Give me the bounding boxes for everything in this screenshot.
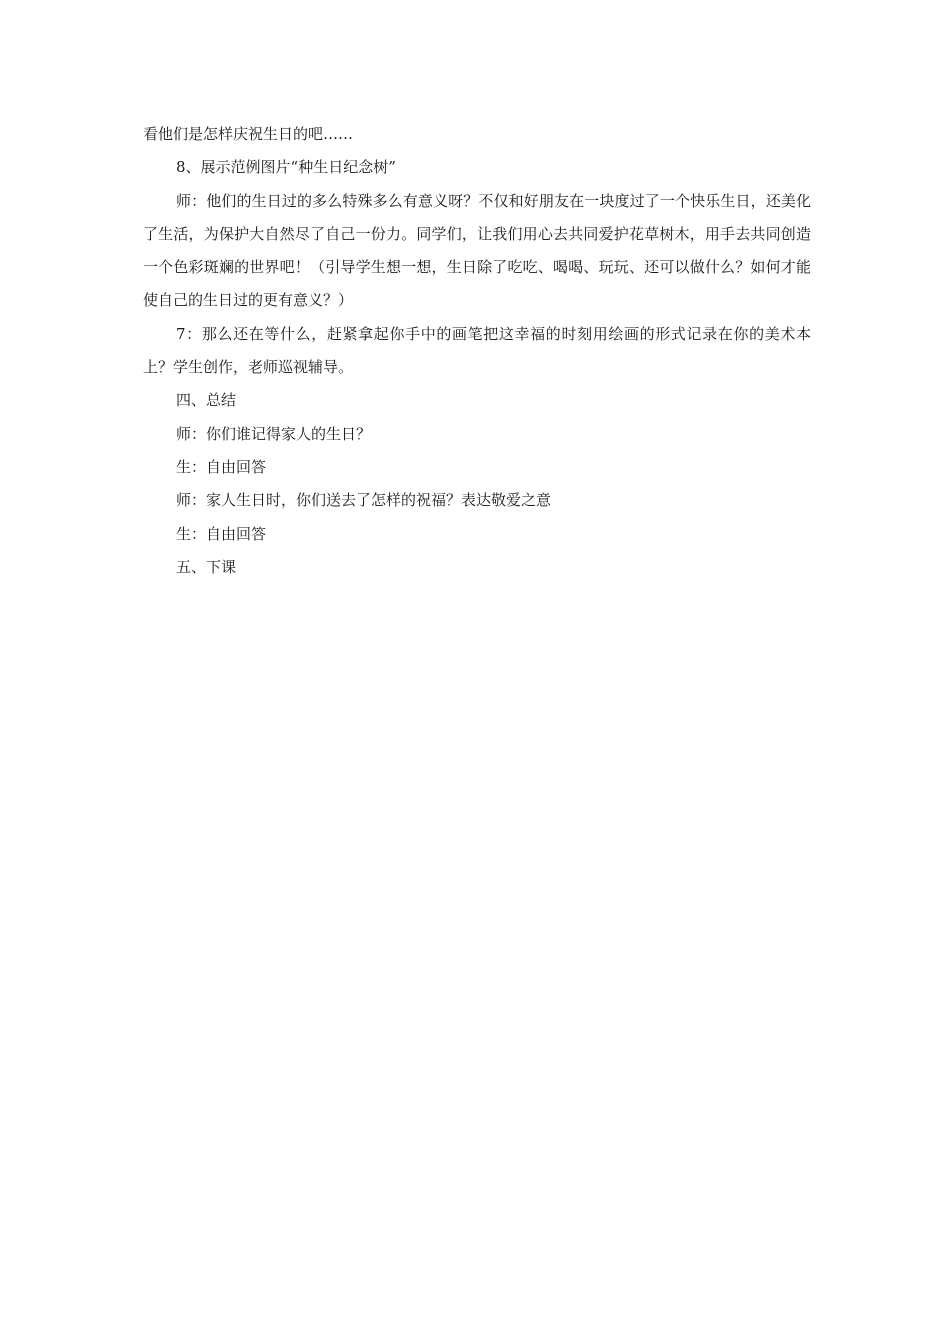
paragraph-continuation: 看他们是怎样庆祝生日的吧…… xyxy=(143,125,354,143)
paragraph-step-8: 8、展示范例图片“种生日纪念树” xyxy=(176,158,396,177)
dialogue-teacher-2: 师：家人生日时，你们送去了怎样的祝福？表达敬爱之意 xyxy=(176,491,552,510)
section-heading-dismissal: 五、下课 xyxy=(176,557,237,576)
dialogue-student-2: 生：自由回答 xyxy=(176,524,267,543)
dialogue-student-1: 生：自由回答 xyxy=(176,457,267,476)
document-body xyxy=(143,118,811,584)
section-heading-summary: 四、总结 xyxy=(176,391,237,410)
paragraph-teacher-speech: 师：他们的生日过的多么特殊多么有意义呀？不仅和好朋友在一块度过了一个快乐生日，还美化了生活，为保护大自然尽了自己一份力。同学们，让我们用心去共同爱护花草树木，用手去共同创造一个色彩斑斓的世界吧！（引导学生想一想，生日除了吃吃、喝喝、玩玩、还可以做什么？如何才能使自己的生日过的更有意义？） xyxy=(143,191,811,310)
paragraph-step-7: 7：那么还在等什么，赶紧拿起你手中的画笔把这幸福的时刻用绘画的形式记录在你的美术本上？学生创作，老师巡视辅导。 xyxy=(143,324,811,377)
dialogue-teacher-1: 师：你们谁记得家人的生日？ xyxy=(176,424,372,443)
